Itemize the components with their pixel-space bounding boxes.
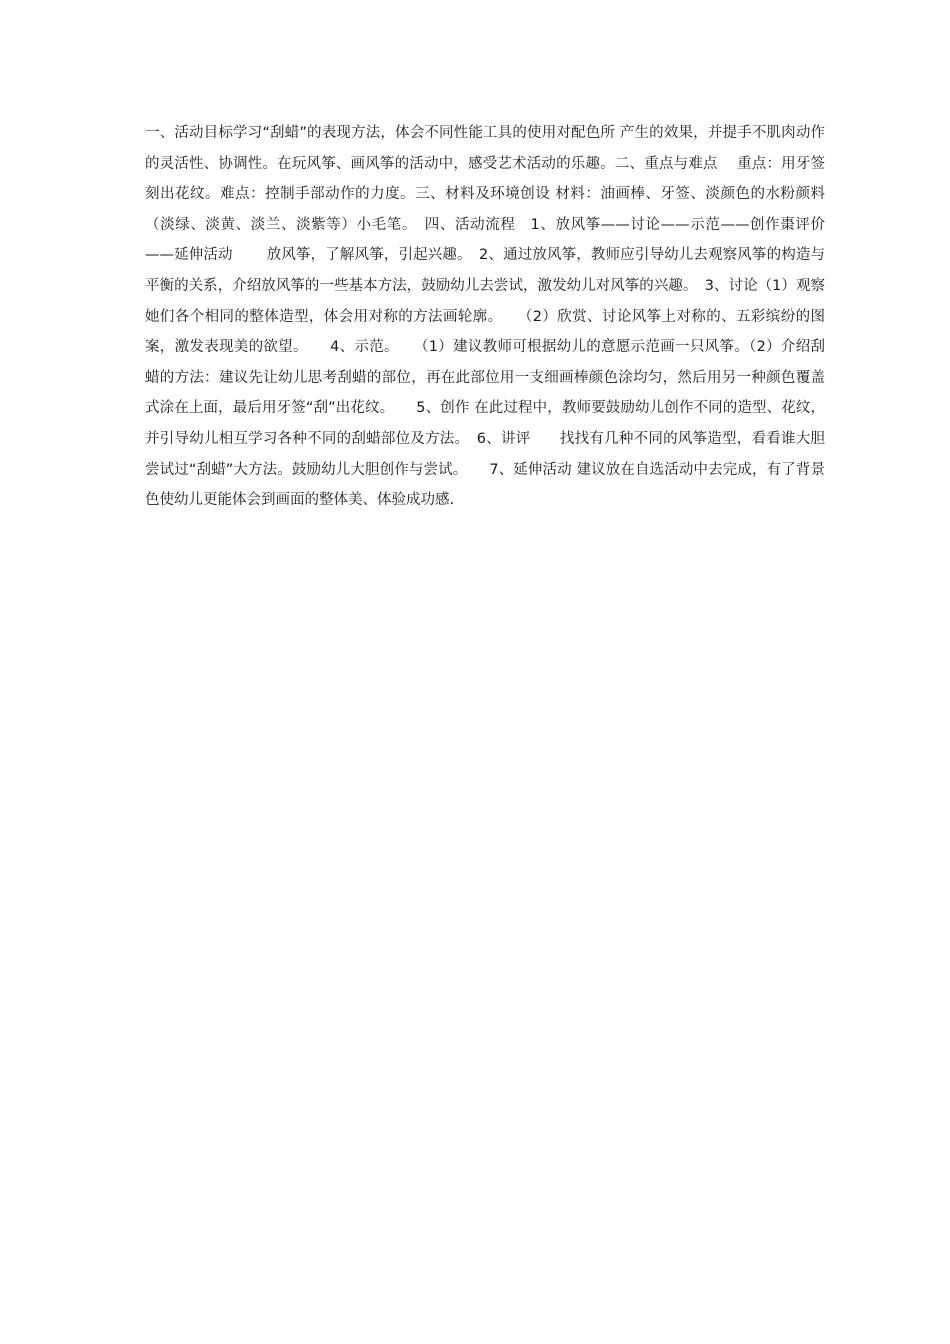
- body-paragraph: 一、活动目标学习“刮蜡”的表现方法，体会不同性能工具的使用对配色所 产生的效果，并提手不肌肉动作的灵活性、协调性。在玩风筝、画风筝的活动中，感受艺术活动的乐趣。二、重点与难点 重点：用牙签刻出花纹。难点：控制手部动作的力度。三、材料及环境创设 材料：油画棒、牙签、淡颜色的水粉颜料（淡绿、淡黄、淡兰、淡紫等）小毛笔。 四、活动流程 1、放风筝——讨论——示范——创作棗评价——延伸活动 放风筝，了解风筝，引起兴趣。 2、通过放风筝，教师应引导幼儿去观察风筝的构造与平衡的关系，介绍放风筝的一些基本方法，鼓励幼儿去尝试，激发幼儿对风筝的兴趣。 3、讨论（1）观察她们各个相同的整体造型，体会用对称的方法画轮廓。 （2）欣赏、讨论风筝上对称的、五彩缤纷的图案，激发表现美的欲望。 4、示范。 （1）建议教师可根据幼儿的意愿示范画一只风筝。（2）介绍刮蜡的方法：建议先让幼儿思考刮蜡的部位，再在此部位用一支细画棒颜色涂均匀，然后用另一种颜色覆盖式涂在上面，最后用牙签“刮”出花纹。 5、创作 在此过程中，教师要鼓励幼儿创作不同的造型、花纹，并引导幼儿相互学习各种不同的刮蜡部位及方法。 6、讲评 找找有几种不同的风筝造型，看看谁大胆尝试过“刮蜡”大方法。鼓励幼儿大胆创作与尝试。 7、延伸活动 建议放在自选活动中去完成，有了背景色使幼儿更能体会到画面的整体美、体验成功感.: [145, 125, 825, 509]
